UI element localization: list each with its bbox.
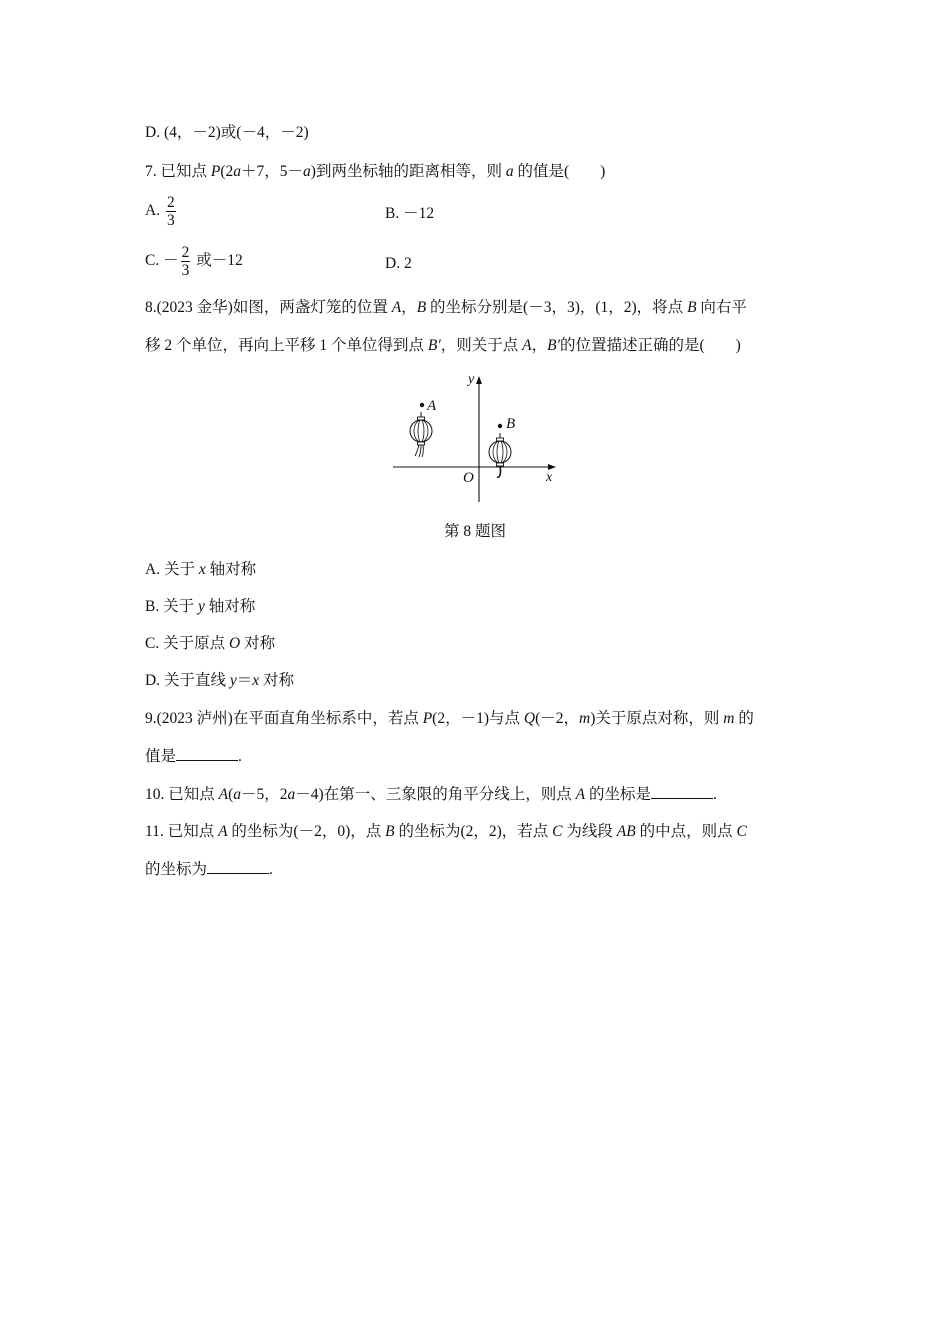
lantern-a-tassel — [415, 445, 423, 457]
point-a: A — [575, 786, 586, 803]
minus-sign: － — [163, 252, 179, 270]
point-b: B — [687, 299, 697, 316]
stem-text: 的位置描述正确的是( ) — [559, 337, 741, 354]
var-y: y — [229, 672, 237, 689]
answer-blank[interactable] — [651, 784, 713, 799]
question-number: 7. — [145, 163, 157, 180]
stem-text: 的中点，则点 — [639, 823, 733, 840]
stem-text: (2023 金华)如图，两盏灯笼的位置 — [156, 299, 388, 316]
point-q: Q — [523, 710, 536, 727]
stem-text: 为线段 — [566, 823, 613, 840]
option-text: 或－12 — [196, 252, 243, 270]
stem-text: 已知点 — [167, 823, 215, 840]
stem-text: 的坐标是 — [588, 786, 651, 803]
stem-text: )关于原点对称，则 — [590, 710, 720, 727]
label-origin: O — [463, 470, 474, 486]
stem-text: 的值是( ) — [517, 163, 606, 180]
stem-text: 的 — [738, 710, 754, 727]
option-label: D. — [145, 124, 161, 141]
option-text: 对称 — [263, 672, 295, 689]
stem-text: (2 — [220, 163, 234, 180]
numerator: 2 — [181, 244, 190, 261]
period: . — [238, 748, 242, 765]
var-y: y — [197, 598, 205, 615]
option-text: 轴对称 — [209, 561, 257, 578]
question-10 — [145, 784, 717, 805]
question-9-line1 — [145, 709, 754, 729]
var-a: a — [505, 163, 514, 180]
q8-option-a — [145, 560, 256, 580]
period: . — [269, 861, 273, 878]
var-a: a — [303, 163, 311, 180]
stem-text: (2，－1)与点 — [432, 710, 520, 727]
option-label: C. — [145, 252, 160, 270]
point-a-dot — [420, 403, 424, 407]
stem-text: 已知点 — [168, 786, 215, 803]
label-y-axis: y — [468, 372, 475, 387]
point-a: A — [218, 786, 229, 803]
option-label: D. — [145, 672, 161, 689]
denominator: 3 — [166, 212, 175, 229]
point-p: P — [210, 163, 221, 180]
stem-text: 向右平 — [700, 299, 747, 316]
point-b-dot — [498, 424, 502, 428]
point-a: A — [522, 337, 532, 354]
period: . — [712, 786, 717, 803]
question-11-line2 — [145, 859, 273, 880]
point-a: A — [218, 823, 228, 840]
option-label: A. — [145, 202, 161, 220]
option-text: 关于 — [163, 561, 195, 578]
stem-text: 移 2 个单位，再向上平移 1 个单位得到点 — [145, 337, 425, 354]
question-9-line2 — [145, 746, 242, 767]
stem-text: 的坐标为(－2，0)，点 — [231, 823, 382, 840]
point-b: B — [416, 299, 427, 316]
y-axis-arrow-icon — [476, 376, 482, 384]
equals-sign: ＝ — [236, 672, 253, 689]
label-x-axis: x — [546, 470, 553, 485]
var-a: a — [233, 786, 242, 803]
option-text: 2 — [403, 255, 412, 272]
point-c: C — [552, 823, 563, 840]
stem-text: )到两坐标轴的距离相等，则 — [310, 163, 502, 180]
stem-text: ( — [228, 786, 234, 803]
stem-text: ＋7，5－ — [241, 163, 304, 180]
var-m: m — [579, 710, 591, 727]
label-b: B — [506, 416, 516, 432]
option-text: (4，－2)或(－4，－2) — [163, 124, 309, 141]
question-11-line1 — [145, 822, 747, 842]
lantern-b-icon — [489, 433, 511, 466]
point-p: P — [422, 710, 433, 727]
var-x: x — [198, 561, 206, 578]
option-label: C. — [145, 635, 160, 652]
q8-option-b — [145, 597, 255, 617]
var-m: m — [723, 710, 735, 727]
question-number: 9. — [145, 710, 157, 727]
var-x: x — [252, 672, 260, 689]
option-text: 关于原点 — [163, 635, 226, 652]
figure-caption: 第 8 题图 — [443, 523, 506, 540]
option-label: D. — [385, 255, 401, 272]
option-text: 关于 — [163, 598, 195, 615]
var-a: a — [287, 786, 296, 803]
option-text: 轴对称 — [208, 598, 256, 615]
answer-blank[interactable] — [207, 859, 269, 874]
lantern-b-tassel — [497, 466, 501, 477]
stem-text: 的坐标分别是(－3，3)，(1，2)，将点 — [430, 299, 684, 316]
option-label: B. — [145, 598, 160, 615]
stem-text: 的坐标为(2，2)，若点 — [398, 823, 549, 840]
point-b-prime: B′ — [427, 337, 441, 354]
stem-text: (2023 泸州)在平面直角坐标系中，若点 — [156, 710, 419, 727]
stem-text: 已知点 — [160, 163, 208, 180]
stem-text: ，则关于点 — [440, 337, 519, 354]
stem-text: ， — [531, 337, 548, 354]
question-number: 8. — [145, 299, 157, 316]
denominator: 3 — [181, 262, 190, 279]
point-c: C — [736, 823, 747, 840]
stem-text: 值是 — [145, 748, 177, 765]
stem-text: (－2， — [535, 710, 579, 727]
point-a: A — [391, 299, 402, 316]
segment-ab: AB — [616, 823, 636, 840]
var-o: O — [228, 635, 241, 652]
option-label: B. — [385, 205, 400, 222]
question-number: 11. — [145, 823, 164, 840]
lantern-a-icon — [410, 412, 432, 445]
stem-text: －5，2 — [241, 786, 288, 803]
var-a: a — [233, 163, 242, 180]
point-b: B — [385, 823, 395, 840]
stem-text: ， — [401, 299, 417, 316]
question-number: 10. — [145, 786, 165, 803]
option-text: －12 — [403, 205, 435, 222]
point-b-prime: B′ — [547, 337, 560, 354]
label-a: A — [427, 398, 437, 414]
numerator: 2 — [166, 194, 175, 211]
option-text: 对称 — [244, 635, 276, 652]
q8-option-c — [145, 634, 275, 654]
answer-blank[interactable] — [176, 746, 238, 761]
option-text: 关于直线 — [163, 672, 226, 689]
stem-text: －4)在第一、三象限的角平分线上，则点 — [295, 786, 572, 803]
stem-text: 的坐标为 — [145, 861, 208, 878]
q8-option-d — [145, 671, 294, 691]
option-label: A. — [145, 561, 161, 578]
